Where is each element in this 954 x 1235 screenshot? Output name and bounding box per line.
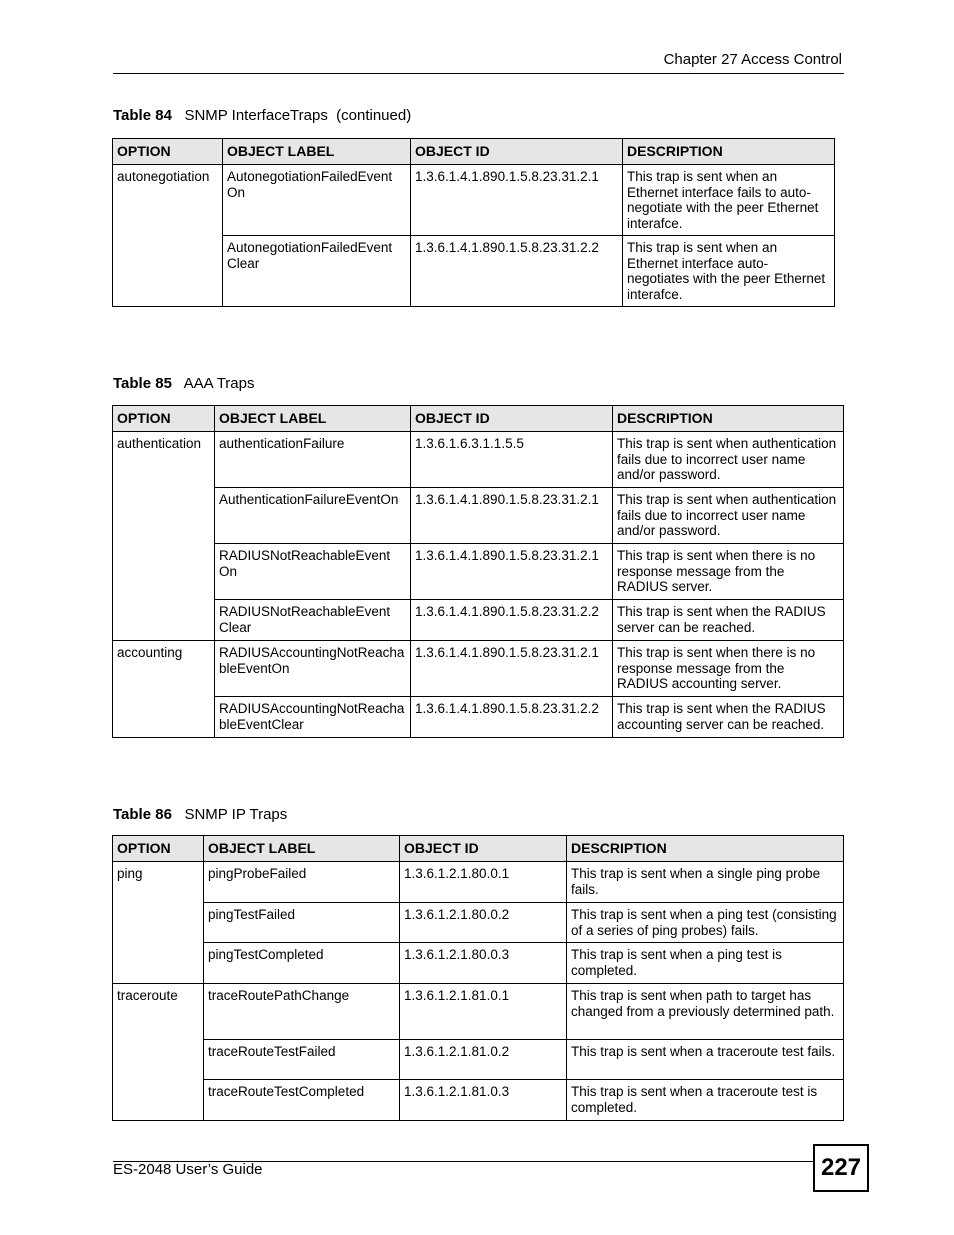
object-label-cell: RADIUSNotReachableEvent On — [215, 544, 411, 600]
object-id-cell: 1.3.6.1.4.1.890.1.5.8.23.31.2.1 — [411, 544, 613, 600]
table-row — [113, 1040, 844, 1080]
object-label-cell: pingTestCompleted — [204, 943, 400, 984]
table-86-title: SNMP IP Traps — [184, 806, 288, 823]
column-header-description: DESCRIPTION — [623, 139, 835, 165]
table-85-title: AAA Traps — [183, 375, 255, 392]
table-row — [113, 432, 844, 488]
option-cell: authentication — [113, 432, 215, 641]
option-cell: autonegotiation — [113, 165, 223, 307]
column-header-object-label: OBJECT LABEL — [223, 139, 411, 165]
object-id-cell: 1.3.6.1.4.1.890.1.5.8.23.31.2.1 — [411, 641, 613, 697]
description-cell: This trap is sent when a single ping probe fails. — [567, 862, 844, 903]
column-header-option: OPTION — [113, 836, 204, 862]
column-header-object-label: OBJECT LABEL — [204, 836, 400, 862]
table-header-row — [113, 139, 835, 165]
object-id-cell: 1.3.6.1.4.1.890.1.5.8.23.31.2.2 — [411, 600, 613, 641]
table-row — [113, 165, 835, 236]
description-cell: This trap is sent when path to target has changed from a previously determined path. — [567, 984, 844, 1040]
description-cell: This trap is sent when there is no response message from the RADIUS accounting server. — [613, 641, 844, 697]
table-row — [113, 943, 844, 984]
table-row — [113, 862, 844, 903]
object-id-cell: 1.3.6.1.2.1.80.0.1 — [400, 862, 567, 903]
object-label-cell: traceRouteTestFailed — [204, 1040, 400, 1080]
column-header-option: OPTION — [113, 139, 223, 165]
object-id-cell: 1.3.6.1.4.1.890.1.5.8.23.31.2.2 — [411, 697, 613, 738]
table-header-row — [113, 836, 844, 862]
table-85-number: Table 85 — [113, 375, 172, 392]
object-id-cell: 1.3.6.1.2.1.81.0.2 — [400, 1040, 567, 1080]
column-header-object-id: OBJECT ID — [411, 406, 613, 432]
object-id-cell: 1.3.6.1.2.1.80.0.2 — [400, 903, 567, 943]
table-row — [113, 984, 844, 1040]
object-label-cell: authenticationFailure — [215, 432, 411, 488]
table-row — [113, 641, 844, 697]
table-row — [113, 488, 844, 544]
table-84 — [112, 138, 835, 307]
option-cell: accounting — [113, 641, 215, 738]
object-label-cell: RADIUSAccountingNotReachableEventClear — [215, 697, 411, 738]
description-cell: This trap is sent when authentication fails due to incorrect user name and/or password. — [613, 488, 844, 544]
object-label-cell: traceRoutePathChange — [204, 984, 400, 1040]
description-cell: This trap is sent when a ping test (consisting of a series of ping probes) fails. — [567, 903, 844, 943]
object-label-cell: pingTestFailed — [204, 903, 400, 943]
description-cell: This trap is sent when a traceroute test is completed. — [567, 1080, 844, 1121]
object-id-cell: 1.3.6.1.6.3.1.1.5.5 — [411, 432, 613, 488]
column-header-option: OPTION — [113, 406, 215, 432]
page-number: 227 — [813, 1144, 869, 1192]
column-header-object-id: OBJECT ID — [411, 139, 623, 165]
description-cell: This trap is sent when an Ethernet interface auto-negotiates with the peer Ethernet interafce. — [623, 236, 835, 307]
object-id-cell: 1.3.6.1.4.1.890.1.5.8.23.31.2.2 — [411, 236, 623, 307]
table-86-number: Table 86 — [113, 806, 172, 823]
column-header-description: DESCRIPTION — [613, 406, 844, 432]
object-label-cell: RADIUSAccountingNotReachableEventOn — [215, 641, 411, 697]
column-header-description: DESCRIPTION — [567, 836, 844, 862]
description-cell: This trap is sent when there is no response message from the RADIUS server. — [613, 544, 844, 600]
table-84-title: SNMP InterfaceTraps (continued) — [184, 107, 412, 124]
object-id-cell: 1.3.6.1.2.1.80.0.3 — [400, 943, 567, 984]
table-85 — [112, 405, 844, 738]
table-row — [113, 544, 844, 600]
option-cell: ping — [113, 862, 204, 984]
table-84-number: Table 84 — [113, 107, 172, 124]
object-label-cell: AuthenticationFailureEventOn — [215, 488, 411, 544]
table-row — [113, 1080, 844, 1121]
description-cell: This trap is sent when a ping test is completed. — [567, 943, 844, 984]
object-label-cell: AutonegotiationFailedEvent On — [223, 165, 411, 236]
table-86 — [112, 835, 844, 1121]
table-84-caption — [113, 107, 411, 124]
object-label-cell: RADIUSNotReachableEvent Clear — [215, 600, 411, 641]
object-id-cell: 1.3.6.1.2.1.81.0.3 — [400, 1080, 567, 1121]
object-id-cell: 1.3.6.1.2.1.81.0.1 — [400, 984, 567, 1040]
column-header-object-id: OBJECT ID — [400, 836, 567, 862]
table-row — [113, 903, 844, 943]
table-86-caption — [113, 806, 287, 823]
object-id-cell: 1.3.6.1.4.1.890.1.5.8.23.31.2.1 — [411, 488, 613, 544]
object-label-cell: pingProbeFailed — [204, 862, 400, 903]
description-cell: This trap is sent when the RADIUS server can be reached. — [613, 600, 844, 641]
description-cell: This trap is sent when authentication fails due to incorrect user name and/or password. — [613, 432, 844, 488]
object-label-cell: AutonegotiationFailedEvent Clear — [223, 236, 411, 307]
table-85-caption — [113, 375, 254, 392]
description-cell: This trap is sent when a traceroute test fails. — [567, 1040, 844, 1080]
table-row — [113, 697, 844, 738]
object-label-cell: traceRouteTestCompleted — [204, 1080, 400, 1121]
guide-title: ES-2048 User’s Guide — [113, 1161, 263, 1178]
chapter-title: Chapter 27 Access Control — [663, 51, 842, 68]
option-cell: traceroute — [113, 984, 204, 1121]
description-cell: This trap is sent when an Ethernet interface fails to auto-negotiate with the peer Ethernet interafce. — [623, 165, 835, 236]
column-header-object-label: OBJECT LABEL — [215, 406, 411, 432]
table-header-row — [113, 406, 844, 432]
table-row — [113, 600, 844, 641]
description-cell: This trap is sent when the RADIUS accounting server can be reached. — [613, 697, 844, 738]
object-id-cell: 1.3.6.1.4.1.890.1.5.8.23.31.2.1 — [411, 165, 623, 236]
header-divider — [113, 73, 844, 74]
